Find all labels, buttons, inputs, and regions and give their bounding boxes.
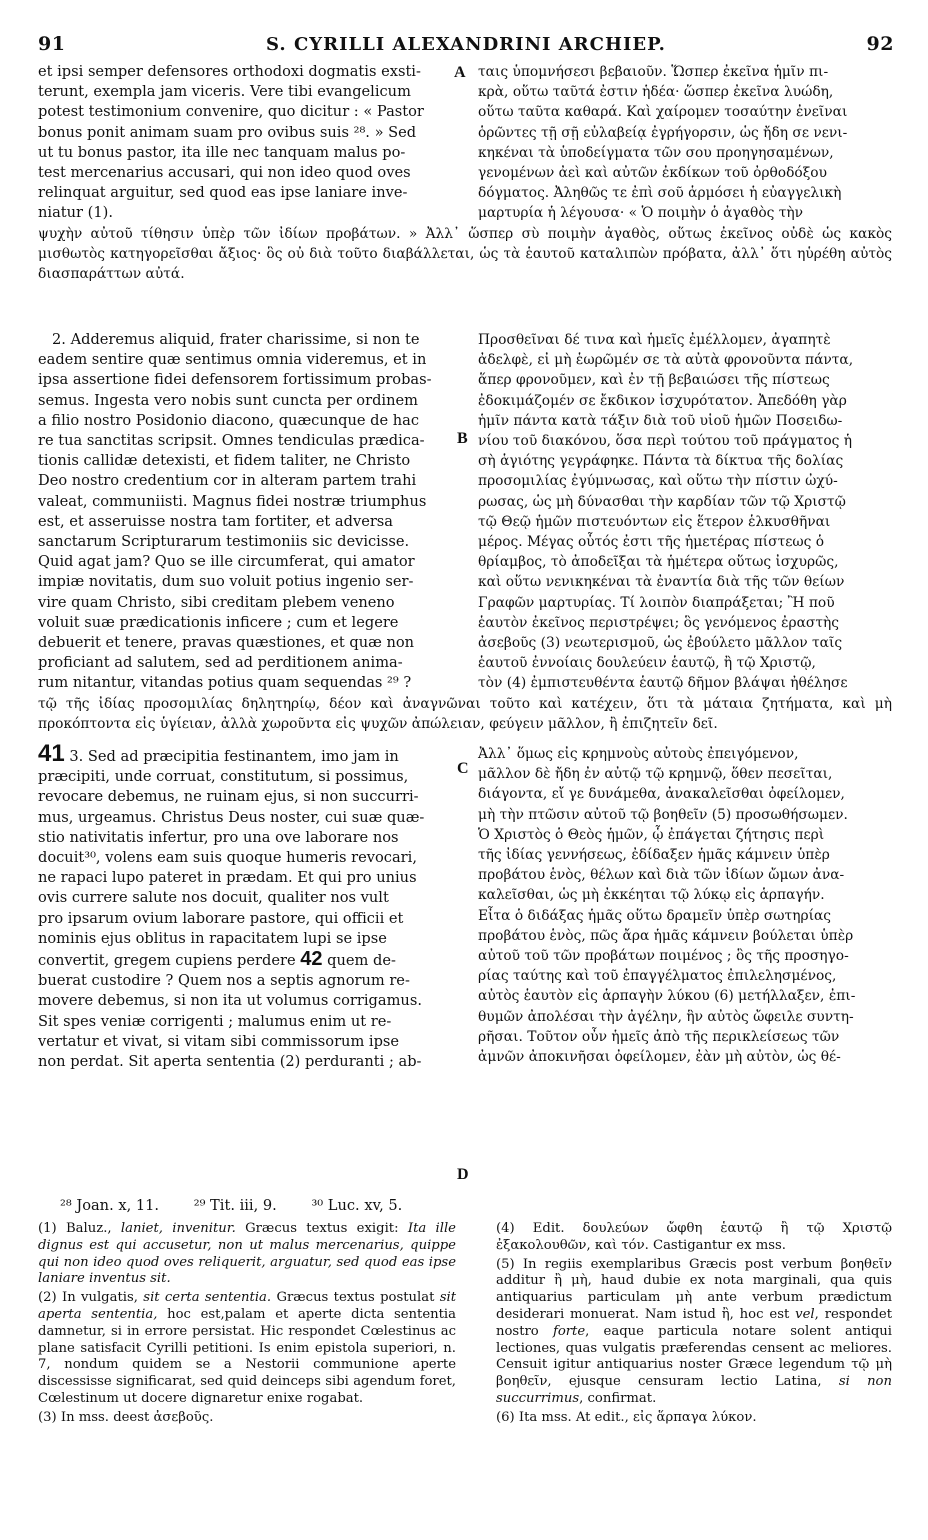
margin-marker-c: C [457,760,469,777]
greek-line: τῷ Θεῷ ἡμῶν πιστευόντων εἰς ἕτερον ἑλκυσθῆναι [478,513,831,530]
greek-line: Εἶτα ὁ διδάξας ἡμᾶς οὕτω δραμεῖν ὑπὲρ σωτηρίας [478,907,832,924]
scripture-references [60,1196,432,1216]
footnote-italic: sit certa sententia. [143,1290,272,1306]
greek-line: ἑαυτὸν ἐκεῖνος περιστρέψει; ὃς γενόμενος ἐραστὴς [478,614,839,631]
greek-line: ἀδελφὲ, εἰ μὴ ἑωρῶμέν σε τὰ αὐτὰ φρονοῦντα πάντα, [478,352,854,369]
greek-line: Ὁ Χριστὸς ὁ Θεὸς ἡμῶν, ᾧ ἐπάγεται ζήτησις περὶ [478,826,825,843]
latin-line: sanctarum Scripturarum testimoniis sic devicisse. [38,533,410,551]
greek-line: θυμῶν ἀπολέσαι τὴν ἀγέλην, ἣν αὐτὸς ὤφειλε συντη- [478,1008,854,1025]
footnote-text: , confirmat. [579,1390,657,1406]
latin-line: stio nativitatis infertur, pro una ove laborare nos [38,828,399,846]
footnote-italic: forte [552,1323,586,1339]
footnote-text: (2) In vulgatis, [38,1290,144,1306]
scripture-ref: ³⁰ Luc. xv, 5. [311,1197,403,1214]
latin-line-text: quem de- [327,952,396,970]
footnote-text: (5) In regiis exemplaribus Græcis post verbum βοηθεῖν additur ἢ μὴ, haud dubie ex nota marginali, qua quis antiquarius particulam μὴ ante verbum prædictum desiderari monuerat. Nam istud ἢ, hoc est [496,1256,892,1322]
latin-line: pro ipsarum ovium laborare pastore, qui officii et [38,909,404,927]
margin-marker-a: A [454,64,466,81]
column-number-41: 41 [38,740,65,767]
latin-line: bonus ponit animam suam pro ovibus suis ²⁸. » Sed [38,123,417,141]
greek-line: μᾶλλον δὲ ἤδη ἐν αὐτῷ τῷ κρημνῷ, ὅθεν πεσεῖται, [478,766,833,783]
latin-line: buerat custodire ? Quem nos a septis agnorum re- [38,972,410,990]
greek-line: προσομιλίας ἐγύμνωσας, καὶ οὕτω τὴν πίστιν ὠχύ- [478,473,838,490]
greek-line: δόγματος. Ἀληθῶς τε ἐπὶ σοῦ ἁρμόσει ἡ εὐαγγελικὴ [478,185,842,202]
latin-line: ipsa assertione fidei defensorem fortissimum probas- [38,371,432,389]
latin-line: valeat, communiisti. Magnus fidei nostræ triumphus [38,492,427,510]
greek-line: Προσθεῖναι δέ τινα καὶ ἡμεῖς ἐμέλλομεν, ἀγαπητὲ [478,332,831,348]
latin-line: vire quam Christo, sibi creditam plebem veneno [38,593,395,611]
greek-column-bottom [478,744,892,1067]
latin-line [38,949,456,971]
latin-column-bottom [38,740,456,1072]
latin-line: movere debemus, si non ita ut volumus corrigamus. [38,992,422,1010]
scripture-ref: ²⁸ Joan. x, 11. [60,1197,160,1214]
greek-line: καὶ οὕτω νενικηκέναι τὰ ἐναντία διὰ τῆς τῶν θείων [478,574,845,591]
footnote-text: (1) Baluz., [38,1221,121,1236]
latin-line: mus, urgeamus. Christus Deus noster, cui suæ quæ- [38,808,425,826]
greek-paragraph: τῷ τῆς ἰδίας προσομιλίας δηλητηρίῳ, δέον καὶ ἀναγνῶναι τοῦτο καὶ κατέχειν, ὅτι τὰ μάταια ζητήματα, καὶ μὴ προκόπτοντα εἰς ὑγίειαν, ἀλλὰ χωροῦντα εἰς ψυχῶν ἀπώλειαν, φεύγειν μᾶλλον, ἢ ἐπιζητεῖν δεῖ. [38,696,892,733]
greek-line: ρωσας, ὡς μὴ δύνασθαι τὴν καρδίαν τῶν τῷ Χριστῷ [478,493,846,510]
greek-line: ἅπερ φρονοῦμεν, καὶ ἐν τῇ βεβαιώσει τῆς πίστεως [478,372,830,389]
greek-line: καλεῖσθαι, ὡς μὴ ἐκκέηται τῷ λύκῳ εἰς ἁρπαγήν. [478,887,825,904]
latin-line: docuit³⁰, volens eam suis quoque humeris revocari, [38,849,417,867]
greek-line: σὴ ἁγιότης γεγράφηκε. Πάντα τὰ δίκτυα τῆς δολίας [478,453,844,470]
latin-line: et ipsi semper defensores orthodoxi dogmatis exsti- [38,63,421,80]
greek-line: οὕτω ταῦτα καθαρά. Καὶ χαίρομεν τοσαύτην ἐνεῖναι [478,104,848,121]
footnotes-left [38,1221,456,1429]
greek-line: ταις ὑπομνήσεσι βεβαιοῦν. Ὥσπερ ἐκεῖνα ἡμῖν πι- [478,64,829,80]
latin-line: 2. Adderemus aliquid, frater charissime, si non te [52,331,420,348]
footnote-2 [38,1290,456,1408]
column-number-42: 42 [300,948,323,971]
right-page-number: 92 [866,33,894,55]
greek-line: τῆς ἰδίας γεννήσεως, ἐδίδαξεν ἡμᾶς κάμνειν ὑπὲρ [478,847,830,864]
latin-line: ut tu bonus pastor, ita ille nec tanquam malus po- [38,143,406,161]
greek-line: ἡμῖν πάντα κατὰ τάξιν διὰ τοῦ υἱοῦ ἡμῶν Ποσειδω- [478,412,843,429]
greek-line: ἐδοκιμάζομέν σε ἔκδικον ἰσχυρότατον. Ἀπεδόθη γὰρ [478,392,847,409]
greek-paragraph: ψυχὴν αὐτοῦ τίθησιν ὑπὲρ τῶν ἰδίων προβάτων. » Ἀλλ᾽ ὥσπερ σὺ ποιμὴν ἀγαθὸς, οὕτως ἐκεῖνος οὐδὲ ὡς κακὸς μισθωτὸς κατηγορεῖσθαι ἄξιος· ὃς οὐ διὰ τοῦτο διαβάλλεται, ὡς τὰ ἑαυτοῦ καταλιπὼν πρόβατα, ἀλλ᾽ ὅτι ηὑρέθη αὐτὸς διασπαράττων αὐτά. [38,226,892,283]
greek-line: προβάτου ἑνὸς, θέλων καὶ διὰ τῶν ἰδίων ὤμων ἀνα- [478,867,845,884]
greek-line: Γραφῶν μαρτυρίας. Τί λοιπὸν διαπράξεται; Ἢ ποῦ [478,594,835,611]
latin-line: præcipiti, unde corruat, constitutum, si possimus, [38,768,409,786]
greek-line: αὐτοῦ τοῦ τῶν προβάτων ποιμένος ; ὃς τῆς προσηγο- [478,948,849,965]
latin-line: a filio nostro Posidonio diacono, quæcunque de hac [38,411,420,429]
latin-line: debuerit et tenere, pravas quæstiones, et quæ non [38,634,415,652]
latin-line: semus. Ingesta vero nobis sunt cuncta per ordinem [38,391,418,409]
page-header [38,33,894,59]
greek-line: ἀσεβοῦς (3) νεωτερισμοῦ, ὡς ἐβούλετο μᾶλλον ταῖς [478,635,843,652]
greek-spanning-paragraph-2 [38,694,892,734]
greek-line: διάγοντα, εἴ γε δυνάμεθα, ἀνακαλεῖσθαι ὀφείλομεν, [478,786,845,803]
greek-line: θρίαμβος, τὸ ἀποδεῖξαι τὰ ἡμέτερα οὕτως ἰσχυρῶς, [478,554,839,571]
latin-line: rum nitantur, vitandas potius quam sequendas ²⁹ ? [38,674,412,692]
footnote-italic: si non succurrimus [496,1374,892,1406]
greek-line: γενομένων ἀεὶ καὶ αὐτῶν ἐκδίκων τοῦ ὀρθοδόξου [478,165,828,182]
latin-line: ovis currere salute nos docuit, qualiter nos vult [38,889,389,907]
footnote-italic: laniet, invenitur. [120,1221,236,1236]
latin-line-text: convertit, gregem cupiens perdere [38,952,296,970]
footnote-text: Græcus textus postulat [271,1290,440,1306]
greek-line: κηκέναι τὰ ὑποδείγματα τῶν σου προηγησαμένων, [478,144,834,161]
footnote-italic: Ita ille dignus est qui accusetur, non ut malus mercenarius, quippe qui non ideo quod oves reliquerit, arguatur, sed quod eas ipse laniare inventus sit. [38,1221,456,1287]
footnote-1 [38,1221,456,1288]
footnote-italic: vel [795,1306,815,1322]
footnote-3: (3) In mss. deest ἀσεβοῦς. [38,1409,214,1425]
footnote-text: hoc est,palam et aperte dicta sententia damnetur, si in errore persistat. Hic respondet Cœlestinus ac plane satisfacit Cyrilli petitioni. Is enim epistola superiori, n. 7, nondum quidem se a Nestorii communione aperte discessisse significarat, sed quid deinceps sibi agendum foret, Cœlestinum ut docere dignaretur enixe rogabat. [38,1306,457,1406]
greek-line: αὐτὸς ἑαυτὸν εἰς ἁρπαγὴν λύκου (6) μετήλλαξεν, ἐπι- [478,988,856,1005]
greek-line: ρίας ταύτης καὶ τοῦ ἐπαγγέλματος ἐπιλελησμένος, [478,968,837,985]
latin-column-top [38,62,456,224]
footnote-4: (4) Edit. δουλεύων ὤφθη ἑαυτῷ ἢ τῷ Χριστῷ ἐξακολουθῶν, καὶ τόν. Castigantur ex mss. [496,1221,892,1253]
left-page-number: 91 [38,33,66,55]
latin-line: eadem sentire quæ sentimus omnia videremus, et in [38,351,427,369]
latin-line: vertatur et vivat, si vitam sibi commissorum ipse [38,1032,400,1050]
footnote-italic: sit aperta sententia, [38,1290,457,1322]
latin-line: est, et asseruisse nostra tam fortiter, et adversa [38,512,393,530]
latin-line: tionis callidæ detexisti, et fidem taliter, ne Christo [38,452,411,470]
footnote-text: , eaque particula notare solent antiqui lectiones, quas vulgatis præferendas censent ac meliores. Censuit igitur antiquarius noster Græce legendum τῷ μὴ βοηθεῖν, ejusque censuram lectio Latina, [496,1323,892,1390]
greek-line: μαρτυρία ἡ λέγουσα· « Ὁ ποιμὴν ὁ ἀγαθὸς τὴν [478,205,804,222]
footnotes-right [496,1221,892,1429]
margin-marker-b: B [457,430,468,447]
greek-line: κρὰ, οὕτω ταῦτά ἐστιν ἡδέα· ὥσπερ ἐκεῖνα λυώδη, [478,84,834,101]
margin-marker-d: D [457,1166,469,1183]
greek-line: ρῆσαι. Τοῦτον οὖν ἡμεῖς ἀπὸ τῆς περικλείσεως τῶν [478,1028,840,1045]
latin-line-text: 3. Sed ad præcipitia festinantem, imo jam in [69,748,399,765]
latin-column-middle [38,330,456,694]
latin-line: revocare debemus, ne ruinam ejus, si non succurri- [38,788,419,806]
greek-line: ἀμνῶν ἀποκινῆσαι ὀφείλομεν, ἐὰν μὴ αὐτὸν, ὡς θέ- [478,1049,841,1066]
greek-column-middle [478,330,892,694]
greek-line: τὸν (4) ἐμπιστευθέντα ἑαυτῷ δῆμον βλάψαι ἠθέλησε [478,675,848,692]
latin-line: ne rapaci lupo pateret in prædam. Et qui pro unius [38,869,417,887]
greek-line: Ἀλλ᾽ ὅμως εἰς κρημνοὺς αὐτοὺς ἐπειγόμενον, [478,746,799,762]
latin-line [38,740,456,767]
greek-line: ὁρῶντες τῇ σῇ εὐλαβείᾳ ἐγρήγορσιν, ὡς ἤδη σε νενι- [478,124,848,141]
footnote-5 [496,1257,892,1408]
latin-line: voluit suæ prædicationis inficere ; cum et legere [38,613,399,631]
scripture-ref: ²⁹ Tit. iii, 9. [193,1197,277,1214]
latin-line: terunt, exempla jam viceris. Vere tibi evangelicum [38,83,411,101]
greek-line: μὴ τὴν πτῶσιν αὐτοῦ τῷ βοηθεῖν (5) προσωθήσωμεν. [478,806,848,823]
running-title: S. CYRILLI ALEXANDRINI ARCHIEP. [266,34,666,55]
latin-line: non perdat. Sit aperta sententia (2) perduranti ; ab- [38,1053,422,1071]
footnote-6: (6) Ita mss. At edit., εἰς ἅρπαγα λύκον. [496,1409,757,1425]
latin-line: niatur (1). [38,204,113,222]
latin-line: Deo nostro credentium cor in alteram partem trahi [38,472,417,490]
greek-line: μέρος. Μέγας οὗτός ἐστι τῆς ἡμετέρας πίστεως ὁ [478,534,825,551]
latin-line: potest testimonium convenire, quo dicitur : « Pastor [38,103,424,121]
latin-line: relinquat arguitur, sed quod eas ipse laniare inve- [38,184,408,202]
greek-column-top [478,62,892,224]
footnote-text: , respondet nostro [496,1306,892,1339]
latin-line: proficiant ad salutem, sed ad perditionem anima- [38,654,403,672]
greek-line: ἑαυτοῦ ἐννοίαις δουλεύειν ἑαυτῷ, ἢ τῷ Χριστῷ, [478,655,816,672]
latin-line: test mercenarius accusari, qui non ideo quod oves [38,164,411,182]
latin-line: impiæ novitatis, dum suo voluit potius ingenio ser- [38,573,414,591]
latin-line: nominis ejus oblitus in rapacitatem lupi se ipse [38,929,387,947]
greek-spanning-paragraph-1 [38,224,892,285]
latin-line: Sit spes veniæ corrigenti ; malumus enim ut re- [38,1012,392,1030]
footnote-text: Græcus textus exigit: [235,1221,408,1236]
greek-line: νίου τοῦ διακόνου, ὅσα περὶ τούτου τοῦ πράγματος ἡ [478,433,853,450]
latin-line: re tua sanctitas scripsit. Omnes tendiculas prædica- [38,432,425,450]
latin-line: Quid agat jam? Quo se ille circumferat, qui amator [38,553,415,571]
greek-line: προβάτου ἑνὸς, πῶς ἄρα ἡμᾶς κάμνειν βούλεται ὑπὲρ [478,927,854,944]
